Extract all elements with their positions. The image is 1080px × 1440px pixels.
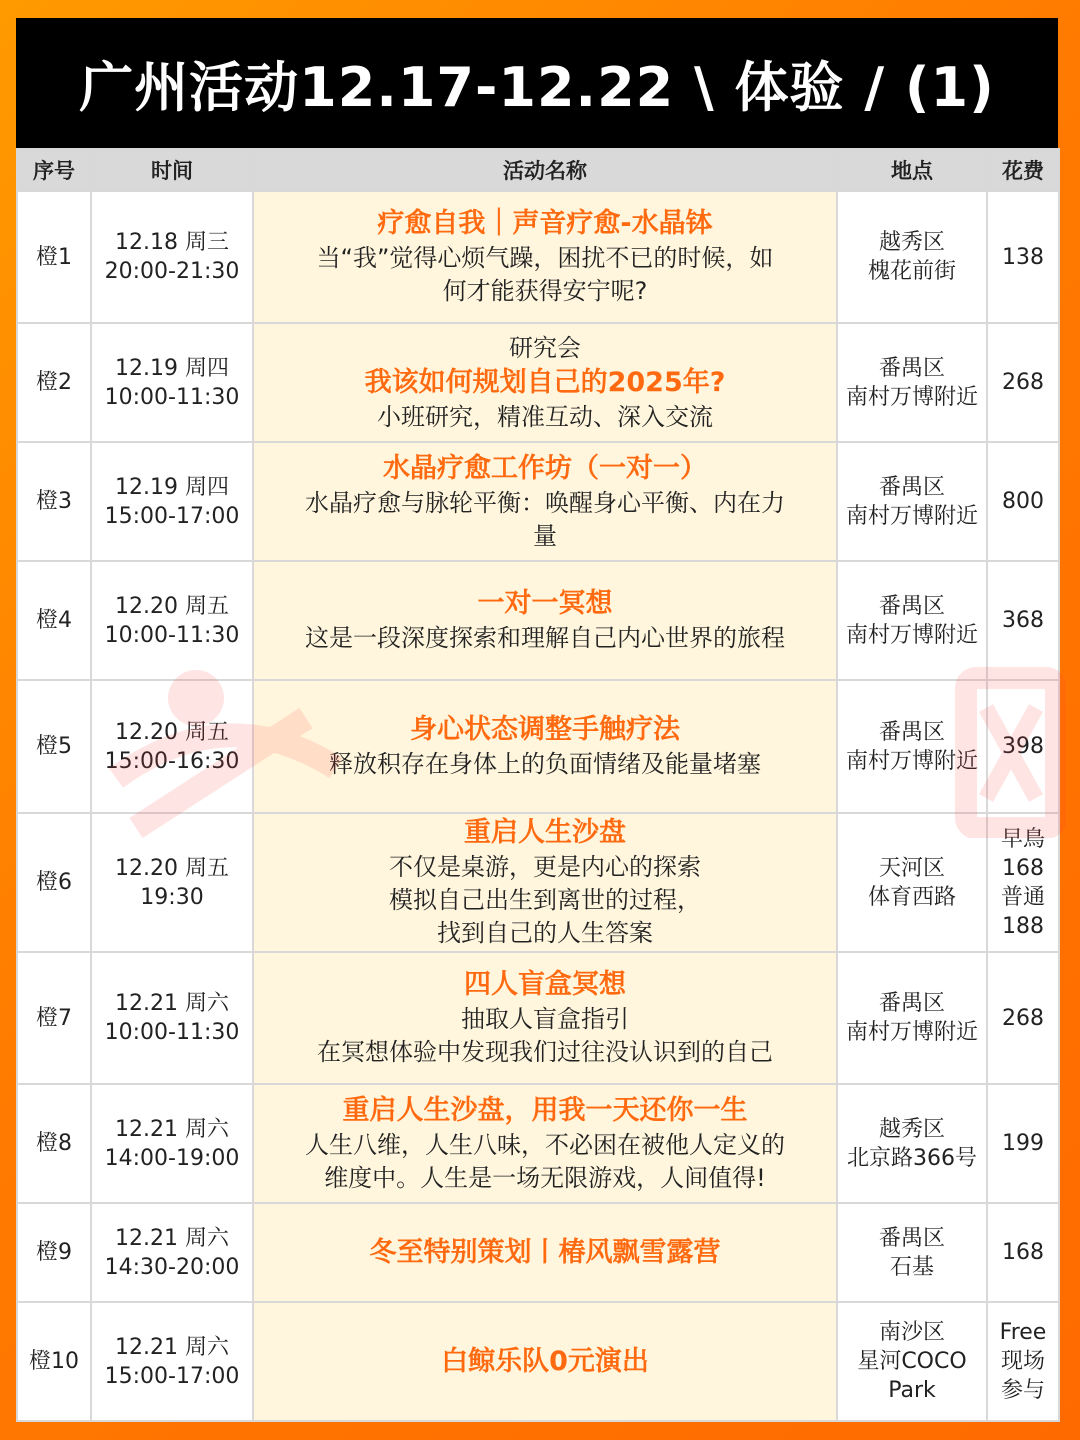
cost-line: 368 (1002, 608, 1044, 633)
cost-line: 268 (1002, 1005, 1044, 1031)
activity-description: 何才能获得安宁呢? (442, 277, 648, 305)
row-activity (253, 561, 837, 680)
activity-description: 这是一段深度探索和理解自己内心世界的旅程 (305, 624, 785, 652)
row-activity (253, 952, 837, 1084)
activity-description: 人生八维，人生八味，不必困在被他人定义的 (305, 1130, 785, 1159)
activity-title: 一对一冥想 (477, 588, 613, 619)
cost-line: 普通 (1000, 884, 1045, 910)
activity-description: 量 (533, 521, 557, 550)
row-time-range: 10:00-11:30 (104, 1020, 240, 1045)
row-time (91, 442, 253, 561)
row-cost (987, 442, 1059, 561)
title-bar (16, 18, 1058, 148)
row-date: 12.19 周四 (115, 474, 229, 500)
location-line: 槐花前街 (867, 259, 956, 284)
location-line: 北京路366号 (847, 1145, 977, 1171)
activity-description: 在冥想体验中发现我们过往没认识到的自己 (317, 1038, 773, 1066)
row-activity (253, 1084, 837, 1203)
activity-title: 身心状态调整手触疗法 (410, 714, 680, 745)
row-location (837, 1203, 987, 1302)
row-location (837, 1084, 987, 1203)
poster-frame (16, 18, 1058, 1422)
table-row (17, 323, 1059, 442)
row-time (91, 191, 253, 323)
header-time: 时间 (91, 149, 253, 191)
row-date: 12.21 周六 (115, 1116, 229, 1142)
activity-pretitle: 研究会 (509, 333, 581, 362)
row-date: 12.21 周六 (115, 991, 229, 1016)
row-time-range: 19:30 (140, 884, 204, 910)
table-row (17, 442, 1059, 561)
row-index: 橙9 (17, 1203, 91, 1302)
location-line: Park (888, 1378, 936, 1403)
row-cost (987, 323, 1059, 442)
row-date: 12.19 周四 (115, 355, 229, 381)
row-index: 橙4 (17, 561, 91, 680)
location-line: 南村万博附近 (845, 1020, 978, 1045)
row-index: 橙10 (17, 1302, 91, 1421)
row-index: 橙8 (17, 1084, 91, 1203)
location-line: 番禺区 (878, 719, 945, 745)
table-body (17, 191, 1059, 1421)
activity-title: 重启人生沙盘 (464, 817, 626, 848)
activity-description: 维度中。人生是一场无限游戏，人间值得! (324, 1163, 766, 1192)
row-activity (253, 442, 837, 561)
header-location: 地点 (837, 149, 987, 191)
row-time-range: 14:00-19:00 (104, 1145, 240, 1171)
row-location (837, 191, 987, 323)
header-index: 序号 (17, 149, 91, 191)
table-row (17, 952, 1059, 1084)
row-date: 12.20 周五 (115, 855, 229, 881)
location-line: 体育西路 (867, 884, 956, 910)
location-line: 南村万博附近 (845, 748, 978, 774)
location-line: 南村万博附近 (845, 503, 978, 529)
location-line: 番禺区 (878, 991, 945, 1016)
row-time (91, 323, 253, 442)
header-activity-name: 活动名称 (253, 149, 837, 191)
cost-line: Free (999, 1320, 1047, 1345)
cost-line: 168 (1002, 855, 1044, 881)
row-location (837, 442, 987, 561)
activity-title: 疗愈自我｜声音疗愈-水晶钵 (377, 208, 713, 239)
row-time-range: 10:00-11:30 (104, 384, 240, 410)
location-line: 南村万博附近 (845, 622, 978, 648)
cost-line: 199 (1002, 1131, 1044, 1156)
activity-description: 释放积存在身体上的负面情绪及能量堵塞 (329, 750, 761, 778)
row-time-range: 15:00-17:00 (104, 1363, 240, 1389)
table-row (17, 813, 1059, 952)
cost-line: 168 (1002, 1240, 1044, 1265)
table-row (17, 1203, 1059, 1302)
row-activity (253, 680, 837, 813)
location-line: 天河区 (878, 855, 945, 881)
row-cost (987, 561, 1059, 680)
row-time (91, 1203, 253, 1302)
row-time (91, 1084, 253, 1203)
cost-line: 现场 (1000, 1349, 1045, 1374)
row-index: 橙2 (17, 323, 91, 442)
table-row (17, 191, 1059, 323)
row-time-range: 14:30-20:00 (104, 1254, 240, 1280)
cost-line: 参与 (1000, 1378, 1045, 1403)
row-activity (253, 323, 837, 442)
row-time (91, 680, 253, 813)
row-date: 12.18 周三 (115, 230, 229, 255)
row-location (837, 561, 987, 680)
activity-title: 冬至特别策划丨椿风飘雪露营 (369, 1236, 721, 1268)
location-line: 番禺区 (878, 355, 945, 381)
cost-line: 398 (1002, 734, 1044, 759)
row-date: 12.21 周六 (115, 1225, 229, 1251)
cost-line: 800 (1002, 489, 1044, 514)
cost-line: 早鳥 (1000, 826, 1045, 852)
location-line: 番禺区 (878, 593, 945, 619)
row-index: 橙7 (17, 952, 91, 1084)
row-time-range: 15:00-16:30 (104, 748, 240, 774)
activity-title: 四人盲盒冥想 (464, 969, 626, 1000)
row-location (837, 1302, 987, 1421)
header-cost: 花费 (987, 149, 1059, 191)
row-cost (987, 1084, 1059, 1203)
activity-description: 找到自己的人生答案 (437, 919, 653, 947)
row-time-range: 20:00-21:30 (104, 259, 240, 284)
location-line: 南村万博附近 (845, 384, 978, 410)
row-date: 12.20 周五 (115, 593, 229, 619)
activity-description: 不仅是桌游，更是内心的探索 (389, 853, 701, 881)
cost-line: 138 (1002, 244, 1044, 270)
location-line: 越秀区 (878, 230, 945, 255)
activity-title: 重启人生沙盘，用我一天还你一生 (342, 1094, 748, 1126)
table-header-row (17, 149, 1059, 191)
row-time (91, 561, 253, 680)
location-line: 越秀区 (878, 1116, 945, 1142)
row-cost (987, 813, 1059, 952)
location-line: 番禺区 (878, 474, 945, 500)
row-cost (987, 1302, 1059, 1421)
location-line: 南沙区 (878, 1320, 945, 1345)
cost-line: 268 (1002, 370, 1044, 395)
activity-title: 水晶疗愈工作坊（一对一） (383, 452, 707, 484)
activity-description: 模拟自己出生到离世的过程， (389, 886, 701, 914)
activity-description: 抽取人盲盒指引 (461, 1005, 629, 1033)
row-activity (253, 1203, 837, 1302)
row-activity (253, 813, 837, 952)
row-index: 橙1 (17, 191, 91, 323)
activity-description: 小班研究，精准互动、深入交流 (377, 402, 713, 431)
activity-title: 白鲸乐队0元演出 (441, 1345, 649, 1377)
row-cost (987, 191, 1059, 323)
row-index: 橙6 (17, 813, 91, 952)
row-location (837, 680, 987, 813)
row-location (837, 952, 987, 1084)
row-date: 12.20 周五 (115, 719, 229, 745)
activity-table (16, 148, 1060, 1422)
row-location (837, 323, 987, 442)
row-time (91, 952, 253, 1084)
row-activity (253, 191, 837, 323)
page-title: 广州活动12.17-12.22 \ 体验 / (1) (79, 55, 995, 119)
cost-line: 188 (1002, 913, 1044, 939)
activity-title: 我该如何规划自己的2025年? (364, 366, 726, 398)
row-time-range: 10:00-11:30 (104, 622, 240, 648)
row-cost (987, 952, 1059, 1084)
row-activity (253, 1302, 837, 1421)
activity-description: 当“我”觉得心烦气躁，困扰不已的时候，如 (316, 244, 774, 272)
table-row (17, 680, 1059, 813)
location-line: 番禺区 (878, 1225, 945, 1251)
location-line: 星河COCO (857, 1349, 967, 1374)
row-cost (987, 1203, 1059, 1302)
location-line: 石基 (889, 1254, 934, 1280)
table-row (17, 1302, 1059, 1421)
row-time (91, 1302, 253, 1421)
row-index: 橙3 (17, 442, 91, 561)
row-cost (987, 680, 1059, 813)
table-row (17, 1084, 1059, 1203)
row-time (91, 813, 253, 952)
row-time-range: 15:00-17:00 (104, 503, 240, 529)
row-location (837, 813, 987, 952)
row-date: 12.21 周六 (115, 1334, 229, 1360)
table-row (17, 561, 1059, 680)
activity-description: 水晶疗愈与脉轮平衡：唤醒身心平衡、内在力 (305, 488, 785, 517)
row-index: 橙5 (17, 680, 91, 813)
